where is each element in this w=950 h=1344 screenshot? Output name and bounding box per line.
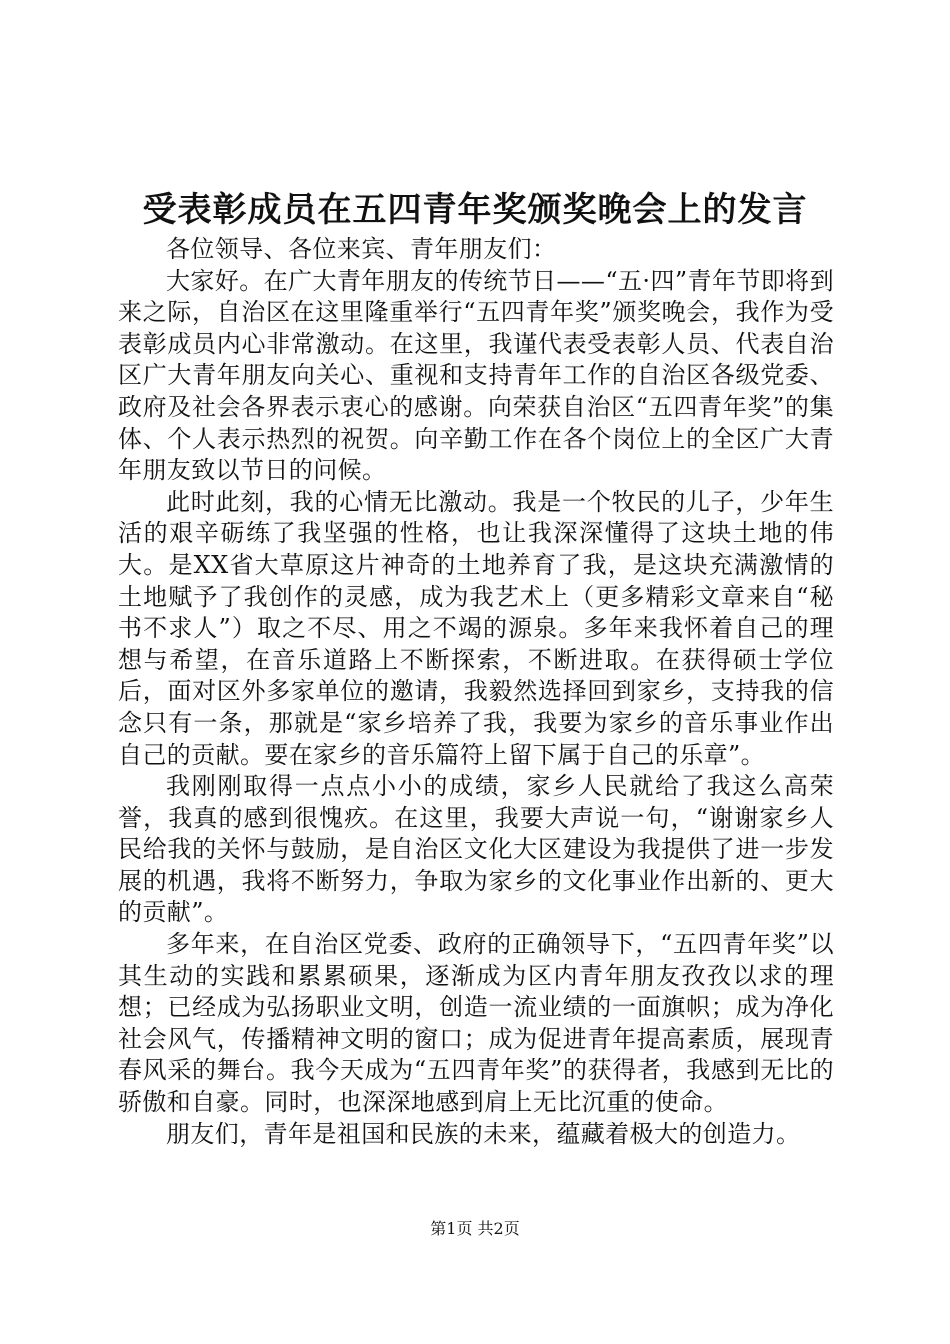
- body-paragraph: 多年来，在自治区党委、政府的正确领导下，“五四青年奖”以其生动的实践和累累硕果，逐渐成为区内青年朋友孜孜以求的理想；已经成为弘扬职业文明，创造一流业绩的一面旗帜；成为净化社会风气，传播精神文明的窗口；成为促进青年提高素质，展现青春风采的舞台。我今天成为“五四青年奖”的获得者，我感到无比的骄傲和自豪。同时，也深深地感到肩上无比沉重的使命。: [118, 930, 834, 1117]
- body-paragraph: 我刚刚取得一点点小小的成绩，家乡人民就给了我这么高荣誉，我真的感到很愧疚。在这里，我要大声说一句，“谢谢家乡人民给我的关怀与鼓励，是自治区文化大区建设为我提供了进一步发展的机遇，我将不断努力，争取为家乡的文化事业作出新的、更大的贡献”。: [118, 772, 834, 927]
- body-paragraph: 朋友们，青年是祖国和民族的未来，蕴藏着极大的创造力。: [166, 1119, 801, 1148]
- document-title: 受表彰成员在五四青年奖颁奖晚会上的发言: [142, 190, 808, 230]
- page-number-footer: 第1页 共2页: [430, 1219, 520, 1238]
- salutation-paragraph: 各位领导、各位来宾、青年朋友们：: [166, 235, 557, 263]
- body-paragraph: 此时此刻，我的心情无比激动。我是一个牧民的儿子，少年生活的艰辛砺练了我坚强的性格，也让我深深懂得了这块土地的伟大。是XX省大草原这片神奇的土地养育了我，是这块充满激情的土地赋予了我创作的灵感，成为我艺术上（更多精彩文章来自“秘书不求人”）取之不尽、用之不竭的源泉。多年来我怀着自己的理想与希望，在音乐道路上不断探索，不断进取。在获得硕士学位后，面对区外多家单位的邀请，我毅然选择回到家乡，支持我的信念只有一条，那就是“家乡培养了我，我要为家乡的音乐事业作出自己的贡献。要在家乡的音乐篇符上留下属于自己的乐章”。: [118, 487, 834, 769]
- document-body: [118, 234, 834, 1150]
- body-paragraph: 大家好。在广大青年朋友的传统节日——“五·四”青年节即将到来之际，自治区在这里隆重举行“五四青年奖”颁奖晚会，我作为受表彰成员内心非常激动。在这里，我谨代表受表彰人员、代表自治区广大青年朋友向关心、重视和支持青年工作的自治区各级党委、政府及社会各界表示衷心的感谢。向荣获自治区“五四青年奖”的集体、个人表示热烈的祝贺。向辛勤工作在各个岗位上的全区广大青年朋友致以节日的问候。: [118, 266, 834, 485]
